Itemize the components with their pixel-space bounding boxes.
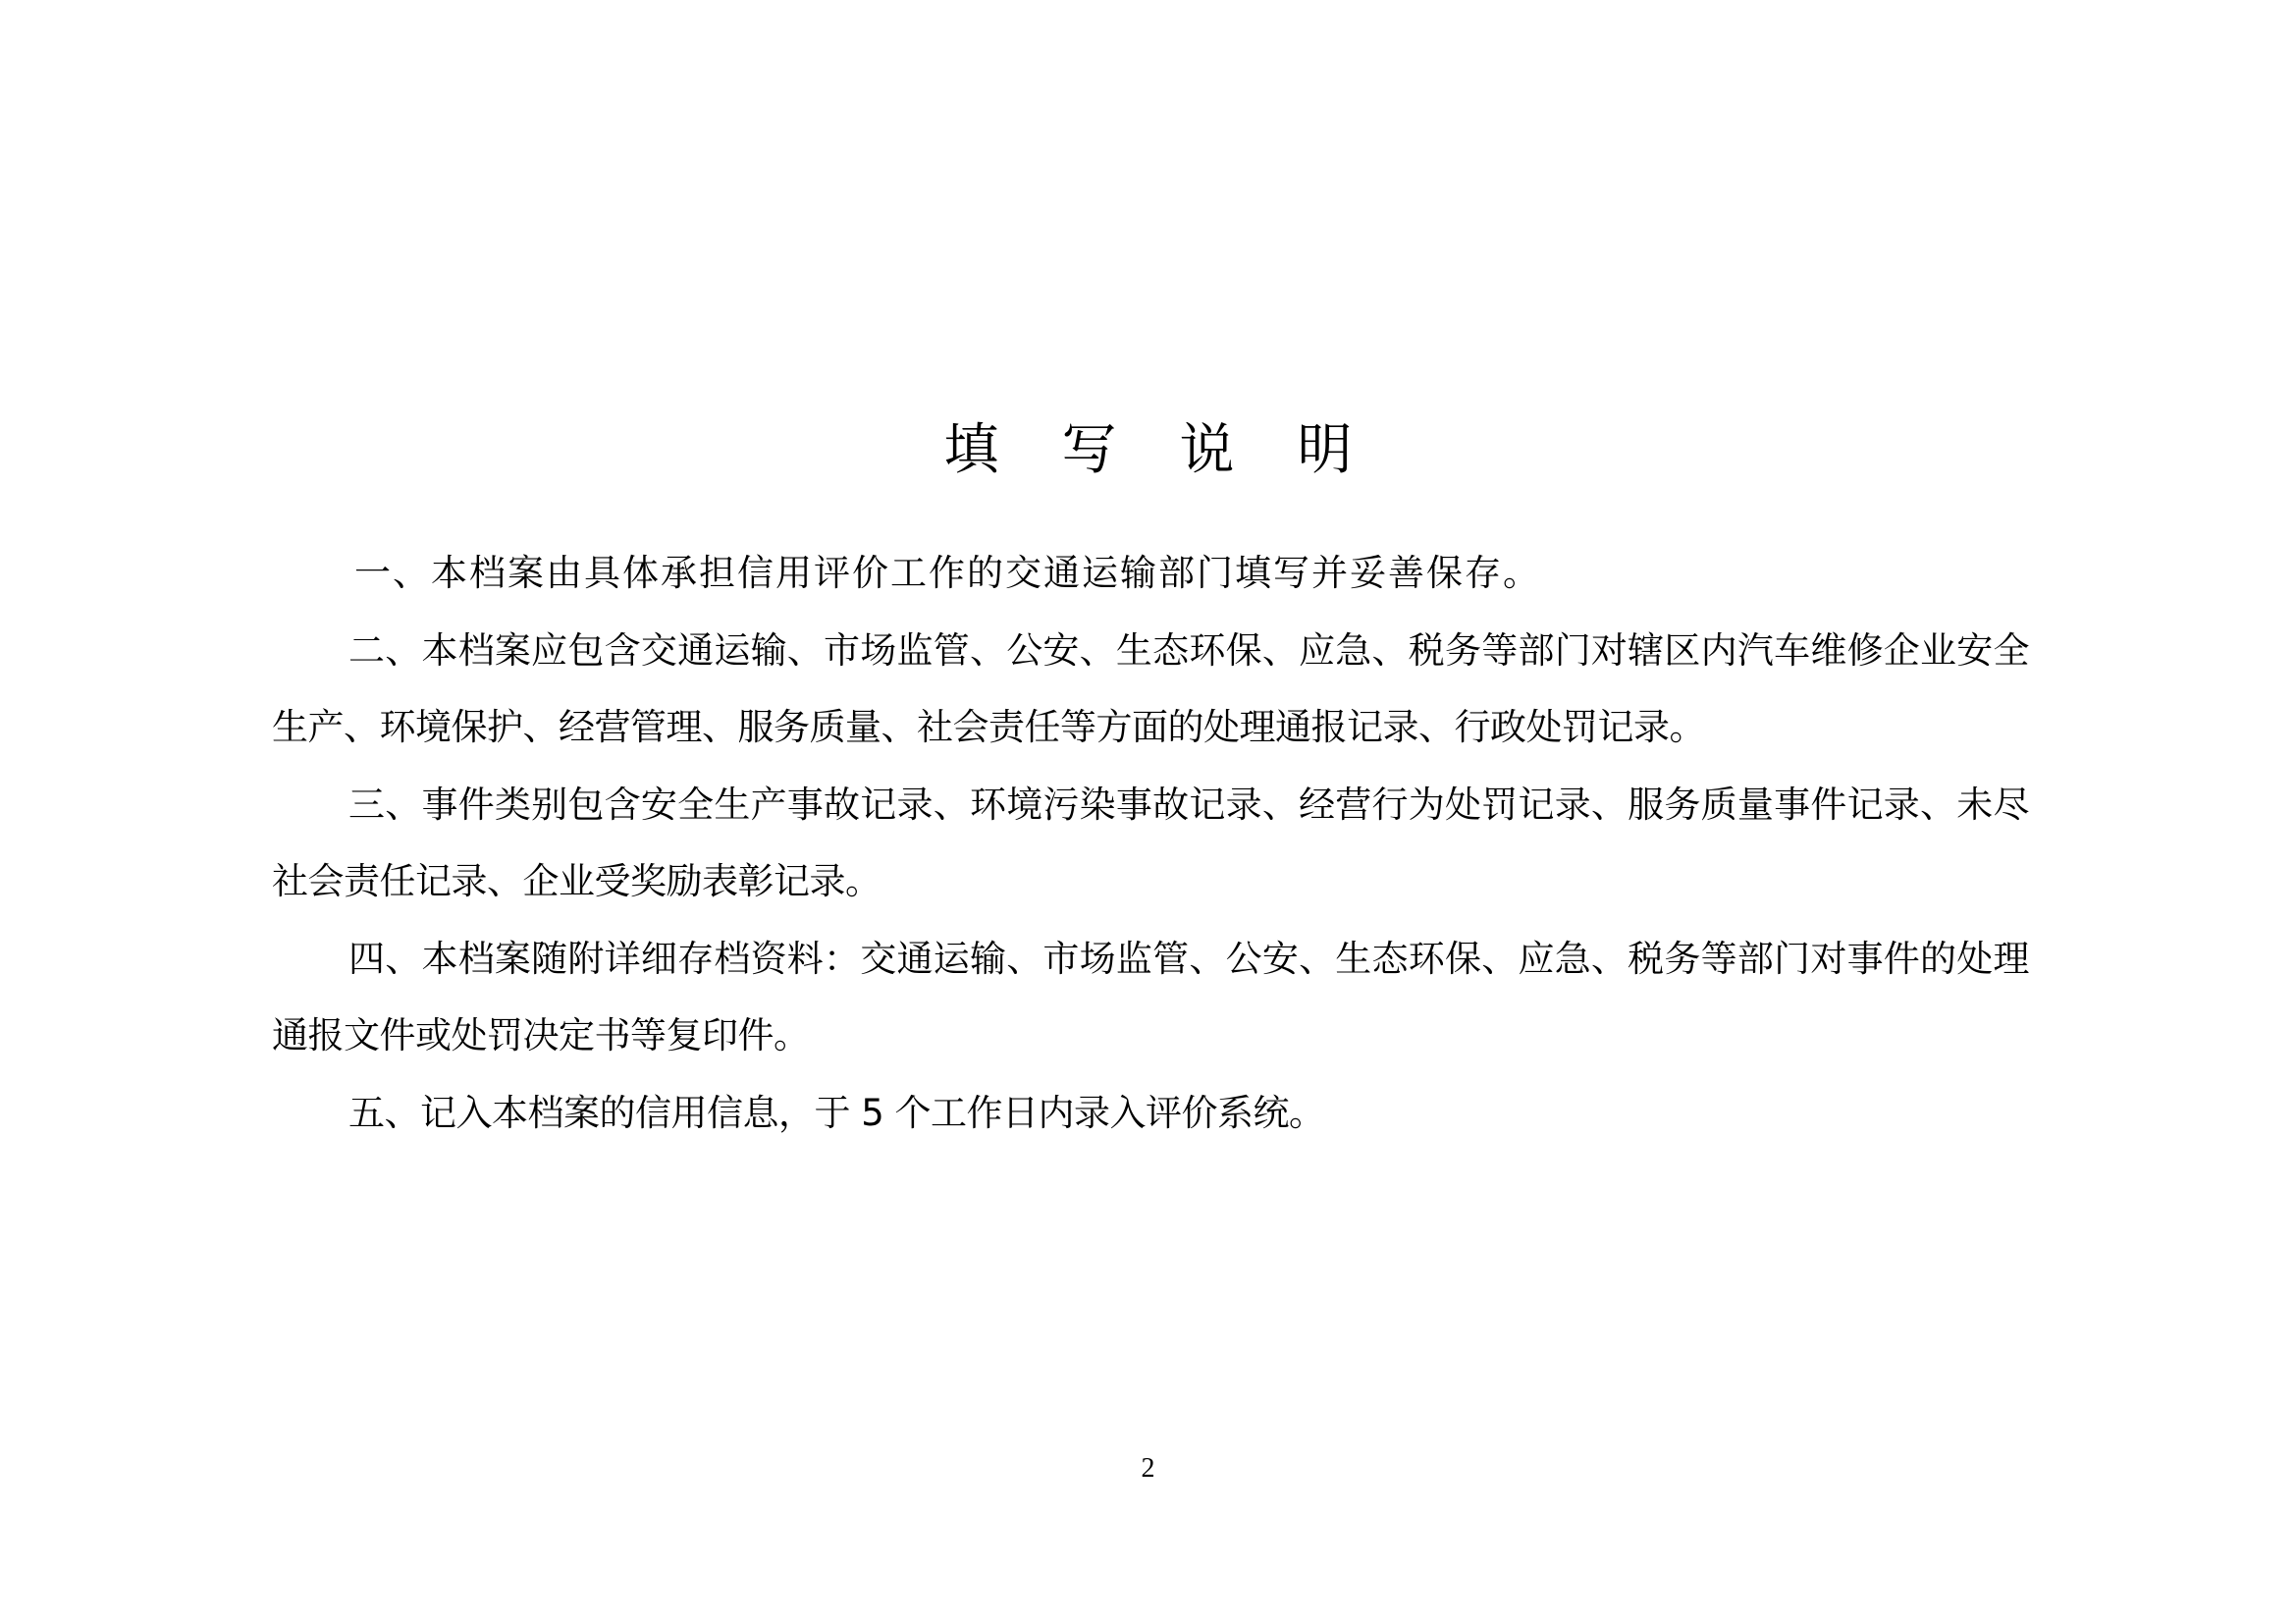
page-number: 2: [1141, 1453, 1155, 1484]
instructions-body: [272, 535, 2029, 1152]
instruction-paragraph-2: 二、本档案应包含交通运输、市场监管、公安、生态环保、应急、税务等部门对辖区内汽车维修企业安全生产、环境保护、经营管理、服务质量、社会责任等方面的处理通报记录、行政处罚记录。: [272, 628, 2029, 748]
instruction-paragraph-1: 一、本档案由具体承担信用评价工作的交通运输部门填写并妥善保存。: [354, 552, 1541, 594]
instruction-paragraph-5: 五、记入本档案的信用信息，于 5 个工作日内录入评价系统。: [348, 1091, 1325, 1134]
instruction-paragraph-4: 四、本档案随附详细存档资料：交通运输、市场监管、公安、生态环保、应急、税务等部门对事件的处理通报文件或处罚决定书等复印件。: [272, 937, 2029, 1056]
page-title: 填写说明: [943, 417, 1415, 482]
instruction-paragraph-3: 三、事件类别包含安全生产事故记录、环境污染事故记录、经营行为处罚记录、服务质量事件记录、未尽社会责任记录、企业受奖励表彰记录。: [272, 783, 2029, 902]
